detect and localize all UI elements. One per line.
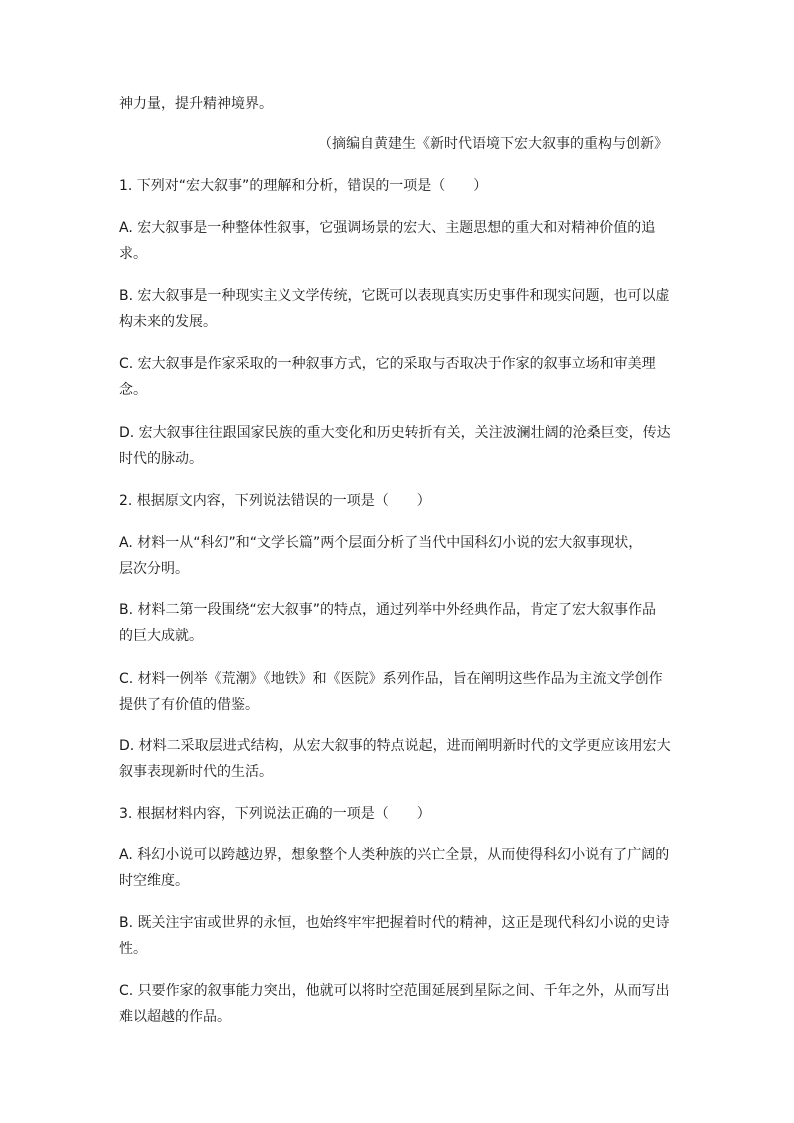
q3-option-a-line1: A. 科幻小说可以跨越边界，想象整个人类种族的兴亡全景，从而使得科幻小说有了广阔的 (119, 847, 670, 863)
q1-option-b-line2: 构未来的发展。 (119, 314, 217, 330)
q1-option-a-line1: A. 宏大叙事是一种整体性叙事，它强调场景的宏大、主题思想的重大和对精神价值的追 (119, 220, 656, 236)
q2-option-c-line1: C. 材料一例举《荒潮》《地铁》和《医院》系列作品，旨在阐明这些作品为主流文学创作 (119, 671, 663, 687)
q3-option-b-line2: 性。 (119, 941, 147, 957)
intro-tail: 神力量，提升精神境界。 (119, 96, 273, 112)
q2-option-a-line2: 层次分明。 (119, 561, 189, 577)
q3-option-b-line1: B. 既关注宇宙或世界的永恒，也始终牢牢把握着时代的精神，这正是现代科幻小说的史诗 (119, 915, 670, 931)
q2-option-c-line2: 提供了有价值的借鉴。 (119, 697, 259, 713)
question-2-stem: 2. 根据原文内容，下列说法错误的一项是（ ） (119, 493, 431, 509)
q3-option-c-line2: 难以超越的作品。 (119, 1009, 231, 1025)
question-3-stem: 3. 根据材料内容，下列说法正确的一项是（ ） (119, 806, 431, 822)
q2-option-d-line1: D. 材料二采取层进式结构，从宏大叙事的特点说起，进而阐明新时代的文学更应该用宏大 (119, 738, 671, 754)
source-citation: （摘编自黄建生《新时代语境下宏大叙事的重构与创新》 (318, 136, 668, 152)
q1-option-d-line2: 时代的脉动。 (119, 451, 203, 467)
question-1-stem: 1. 下列对“宏大叙事”的理解和分析，错误的一项是（ ） (119, 178, 488, 194)
q1-option-c-line2: 念。 (119, 382, 147, 398)
q2-option-b-line1: B. 材料二第一段围绕“宏大叙事”的特点，通过列举中外经典作品，肯定了宏大叙事作品 (119, 602, 657, 618)
q1-option-b-line1: B. 宏大叙事是一种现实主义文学传统，它既可以表现真实历史事件和现实问题，也可以虚 (119, 288, 670, 304)
q1-option-c-line1: C. 宏大叙事是作家采取的一种叙事方式，它的采取与否取决于作家的叙事立场和审美理 (119, 356, 656, 372)
q3-option-c-line1: C. 只要作家的叙事能力突出，他就可以将时空范围延展到星际之间、千年之外，从而写出 (119, 983, 670, 999)
q1-option-d-line1: D. 宏大叙事往往跟国家民族的重大变化和历史转折有关，关注波澜壮阔的沧桑巨变，传达 (119, 425, 671, 441)
q2-option-d-line2: 叙事表现新时代的生活。 (119, 764, 273, 780)
q2-option-a-line1: A. 材料一从“科幻”和“文学长篇”两个层面分析了当代中国科幻小说的宏大叙事现状， (119, 535, 643, 551)
q2-option-b-line2: 的巨大成就。 (119, 628, 203, 644)
q1-option-a-line2: 求。 (119, 246, 147, 262)
q3-option-a-line2: 时空维度。 (119, 873, 189, 889)
